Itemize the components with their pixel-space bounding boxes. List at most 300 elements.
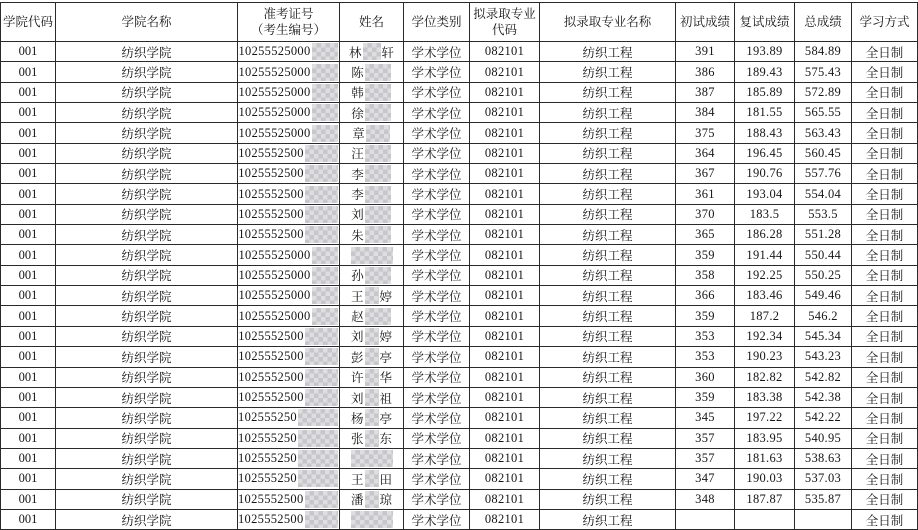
cell-major-name: 纺织工程 xyxy=(540,205,676,225)
cell-ticket-number xyxy=(238,42,340,62)
cell-total-score xyxy=(795,510,852,530)
redaction-mosaic xyxy=(305,226,338,243)
cell-major-name: 纺织工程 xyxy=(540,306,676,326)
name-text: 潘 xyxy=(350,493,364,508)
cell-major-name: 纺织工程 xyxy=(540,429,676,449)
cell-total-score: 572.89 xyxy=(795,83,852,103)
redaction-mosaic xyxy=(305,206,338,223)
cell-major-code: 082101 xyxy=(470,184,540,204)
cell-degree-type: 学术学位 xyxy=(404,469,470,489)
cell-ticket-number xyxy=(238,286,340,306)
table-row xyxy=(1,408,918,428)
cell-ticket-number xyxy=(238,368,340,388)
cell-ticket-number xyxy=(238,144,340,164)
cell-major-code: 082101 xyxy=(470,62,540,82)
cell-major-code: 082101 xyxy=(470,490,540,510)
cell-college-code: 001 xyxy=(1,490,56,510)
cell-initial-score: 353 xyxy=(676,347,735,367)
cell-student-name xyxy=(340,429,404,449)
cell-major-code: 082101 xyxy=(470,306,540,326)
redaction-mosaic xyxy=(305,145,338,162)
cell-study-mode: 全日制 xyxy=(852,62,918,82)
cell-initial-score: 345 xyxy=(676,408,735,428)
name-text: 王 xyxy=(350,289,364,304)
cell-major-code: 082101 xyxy=(470,83,540,103)
column-header-college-name xyxy=(56,3,238,42)
cell-college-code: 001 xyxy=(1,83,56,103)
cell-initial-score: 391 xyxy=(676,42,735,62)
ticket-number-text: 102555250 xyxy=(238,451,297,466)
table-row xyxy=(1,205,918,225)
cell-degree-type: 学术学位 xyxy=(404,245,470,265)
cell-college-name: 纺织学院 xyxy=(56,184,238,204)
name-text: 朱 xyxy=(351,228,364,243)
cell-total-score: 563.43 xyxy=(795,123,852,143)
cell-student-name xyxy=(340,42,404,62)
cell-study-mode: 全日制 xyxy=(852,490,918,510)
name-text: 轩 xyxy=(381,45,395,60)
cell-major-name: 纺织工程 xyxy=(540,347,676,367)
cell-major-name: 纺织工程 xyxy=(540,42,676,62)
cell-major-code: 082101 xyxy=(470,408,540,428)
redaction-mosaic xyxy=(365,104,391,121)
name-text: 徐 xyxy=(351,106,364,121)
cell-college-name: 纺织学院 xyxy=(56,347,238,367)
ticket-number-text: 1025552500 xyxy=(238,145,304,160)
cell-ticket-number xyxy=(238,62,340,82)
cell-degree-type: 学术学位 xyxy=(404,62,470,82)
ticket-number-text: 10255525000 xyxy=(238,288,311,303)
cell-college-name: 纺织学院 xyxy=(56,510,238,530)
cell-college-code: 001 xyxy=(1,62,56,82)
cell-major-name: 纺织工程 xyxy=(540,368,676,388)
header-label: 拟录取专业名称 xyxy=(563,14,652,29)
cell-study-mode: 全日制 xyxy=(852,42,918,62)
cell-initial-score: 370 xyxy=(676,205,735,225)
table-body xyxy=(1,42,918,530)
cell-major-code: 082101 xyxy=(470,144,540,164)
cell-study-mode: 全日制 xyxy=(852,429,918,449)
cell-student-name xyxy=(340,449,404,469)
column-header-name xyxy=(340,3,404,42)
cell-initial-score: 384 xyxy=(676,103,735,123)
cell-college-name: 纺织学院 xyxy=(56,144,238,164)
cell-degree-type: 学术学位 xyxy=(404,327,470,347)
cell-degree-type: 学术学位 xyxy=(404,123,470,143)
ticket-number-text: 1025552500 xyxy=(238,166,304,181)
cell-study-mode: 全日制 xyxy=(852,266,918,286)
cell-major-name: 纺织工程 xyxy=(540,449,676,469)
ticket-number-text: 10255525000 xyxy=(238,308,311,323)
ticket-number-text: 102555250 xyxy=(238,471,297,486)
cell-student-name xyxy=(340,347,404,367)
redaction-mosaic xyxy=(312,84,338,101)
redaction-mosaic xyxy=(365,267,391,284)
header-label: 初试成绩 xyxy=(679,14,730,29)
cell-student-name xyxy=(340,164,404,184)
redaction-mosaic xyxy=(312,247,338,264)
cell-college-code: 001 xyxy=(1,286,56,306)
cell-initial-score: 353 xyxy=(676,327,735,347)
redaction-mosaic xyxy=(351,511,393,528)
cell-major-name: 纺织工程 xyxy=(540,245,676,265)
table-row xyxy=(1,123,918,143)
cell-major-name: 纺织工程 xyxy=(540,225,676,245)
admission-table xyxy=(0,2,918,530)
cell-major-name: 纺织工程 xyxy=(540,184,676,204)
cell-study-mode: 全日制 xyxy=(852,205,918,225)
cell-college-name: 纺织学院 xyxy=(56,469,238,489)
cell-total-score: 546.2 xyxy=(795,306,852,326)
cell-ticket-number xyxy=(238,266,340,286)
cell-retest-score: 183.95 xyxy=(735,429,795,449)
cell-major-code: 082101 xyxy=(470,510,540,530)
cell-major-code: 082101 xyxy=(470,388,540,408)
ticket-number-text: 1025552500 xyxy=(238,349,304,364)
cell-major-code: 082101 xyxy=(470,164,540,184)
cell-college-name: 纺织学院 xyxy=(56,449,238,469)
redaction-mosaic xyxy=(366,125,390,142)
name-text: 王 xyxy=(350,472,364,487)
cell-degree-type: 学术学位 xyxy=(404,42,470,62)
name-text: 李 xyxy=(351,167,364,182)
cell-retest-score: 187.87 xyxy=(735,490,795,510)
cell-major-code: 082101 xyxy=(470,429,540,449)
cell-student-name xyxy=(340,144,404,164)
cell-initial-score: 361 xyxy=(676,184,735,204)
redaction-mosaic xyxy=(312,287,338,304)
ticket-number-text: 10255525000 xyxy=(238,247,311,262)
name-text: 彭 xyxy=(350,350,364,365)
cell-major-name: 纺织工程 xyxy=(540,62,676,82)
ticket-number-text: 10255525000 xyxy=(238,44,311,59)
header-label: 学院代码 xyxy=(2,14,53,29)
table-row xyxy=(1,306,918,326)
name-text: 许 xyxy=(350,371,364,386)
cell-major-code: 082101 xyxy=(470,347,540,367)
name-text: 华 xyxy=(379,371,393,386)
table-row xyxy=(1,490,918,510)
cell-initial-score: 360 xyxy=(676,368,735,388)
cell-total-score: 535.87 xyxy=(795,490,852,510)
cell-ticket-number xyxy=(238,469,340,489)
cell-retest-score: 186.28 xyxy=(735,225,795,245)
table-row xyxy=(1,429,918,449)
cell-degree-type: 学术学位 xyxy=(404,164,470,184)
table-row xyxy=(1,266,918,286)
cell-retest-score: 189.43 xyxy=(735,62,795,82)
cell-degree-type: 学术学位 xyxy=(404,408,470,428)
table-header-row xyxy=(1,3,918,42)
cell-college-name: 纺织学院 xyxy=(56,388,238,408)
cell-student-name xyxy=(340,225,404,245)
column-header-major-code xyxy=(470,3,540,42)
header-label: 学习方式 xyxy=(859,14,910,29)
redaction-mosaic xyxy=(305,511,339,528)
ticket-number-text: 1025552500 xyxy=(238,512,304,527)
cell-degree-type: 学术学位 xyxy=(404,103,470,123)
name-text: 韩 xyxy=(351,86,364,101)
cell-initial-score: 366 xyxy=(676,286,735,306)
column-header-major-name xyxy=(540,3,676,42)
table-row xyxy=(1,469,918,489)
redaction-mosaic xyxy=(312,308,338,325)
cell-ticket-number xyxy=(238,205,340,225)
cell-degree-type: 学术学位 xyxy=(404,225,470,245)
redaction-mosaic xyxy=(312,104,338,121)
cell-initial-score: 359 xyxy=(676,245,735,265)
cell-degree-type: 学术学位 xyxy=(404,144,470,164)
cell-student-name xyxy=(340,103,404,123)
column-header-college-code xyxy=(1,3,56,42)
cell-degree-type: 学术学位 xyxy=(404,347,470,367)
cell-total-score: 554.04 xyxy=(795,184,852,204)
header-label: 准考证号 xyxy=(263,6,314,21)
cell-study-mode: 全日制 xyxy=(852,347,918,367)
cell-college-name: 纺织学院 xyxy=(56,368,238,388)
redaction-mosaic xyxy=(305,369,338,386)
redaction-mosaic xyxy=(365,226,391,243)
cell-retest-score: 193.89 xyxy=(735,42,795,62)
ticket-number-text: 1025552500 xyxy=(238,227,304,242)
cell-college-name: 纺织学院 xyxy=(56,408,238,428)
cell-college-code: 001 xyxy=(1,408,56,428)
cell-major-name: 纺织工程 xyxy=(540,286,676,306)
cell-total-score: 551.28 xyxy=(795,225,852,245)
cell-student-name xyxy=(340,245,404,265)
cell-college-name: 纺织学院 xyxy=(56,225,238,245)
name-text: 孙 xyxy=(351,269,364,284)
cell-ticket-number xyxy=(238,225,340,245)
cell-study-mode: 全日制 xyxy=(852,368,918,388)
cell-study-mode: 全日制 xyxy=(852,449,918,469)
cell-major-name: 纺织工程 xyxy=(540,469,676,489)
table-row xyxy=(1,225,918,245)
cell-major-name: 纺织工程 xyxy=(540,83,676,103)
cell-major-name: 纺织工程 xyxy=(540,266,676,286)
cell-college-code: 001 xyxy=(1,429,56,449)
cell-major-code: 082101 xyxy=(470,103,540,123)
cell-ticket-number xyxy=(238,123,340,143)
cell-college-code: 001 xyxy=(1,205,56,225)
ticket-number-text: 10255525000 xyxy=(238,267,311,282)
cell-major-name: 纺织工程 xyxy=(540,327,676,347)
cell-student-name xyxy=(340,408,404,428)
cell-major-name: 纺织工程 xyxy=(540,388,676,408)
cell-student-name xyxy=(340,490,404,510)
cell-college-name: 纺织学院 xyxy=(56,103,238,123)
cell-study-mode: 全日制 xyxy=(852,164,918,184)
cell-college-code: 001 xyxy=(1,164,56,184)
redaction-mosaic xyxy=(365,287,379,304)
cell-student-name xyxy=(340,266,404,286)
cell-college-name: 纺织学院 xyxy=(56,123,238,143)
cell-ticket-number xyxy=(238,408,340,428)
header-label: 代码 xyxy=(491,23,517,37)
cell-total-score: 584.89 xyxy=(795,42,852,62)
cell-study-mode: 全日制 xyxy=(852,225,918,245)
name-text: 婷 xyxy=(379,289,393,304)
cell-student-name xyxy=(340,83,404,103)
ticket-number-text: 10255525000 xyxy=(238,84,311,99)
redaction-mosaic xyxy=(365,165,391,182)
redaction-mosaic xyxy=(365,491,379,508)
redaction-mosaic xyxy=(305,165,338,182)
cell-major-code: 082101 xyxy=(470,266,540,286)
cell-college-code: 001 xyxy=(1,449,56,469)
cell-major-code: 082101 xyxy=(470,42,540,62)
cell-retest-score: 192.25 xyxy=(735,266,795,286)
cell-major-code: 082101 xyxy=(470,449,540,469)
name-text: 杨 xyxy=(350,411,364,426)
ticket-number-text: 1025552500 xyxy=(238,491,304,506)
cell-degree-type: 学术学位 xyxy=(404,184,470,204)
header-label: 姓名 xyxy=(358,14,384,29)
redaction-mosaic xyxy=(305,328,338,345)
cell-ticket-number xyxy=(238,306,340,326)
cell-initial-score: 358 xyxy=(676,266,735,286)
cell-study-mode: 全日制 xyxy=(852,469,918,489)
cell-ticket-number xyxy=(238,388,340,408)
name-text: 婷 xyxy=(379,330,393,345)
cell-total-score: 537.03 xyxy=(795,469,852,489)
column-header-retest-score xyxy=(735,3,795,42)
cell-major-code: 082101 xyxy=(470,245,540,265)
cell-retest-score: 197.22 xyxy=(735,408,795,428)
cell-retest-score: 190.23 xyxy=(735,347,795,367)
cell-major-name: 纺织工程 xyxy=(540,164,676,184)
redaction-mosaic xyxy=(298,409,338,426)
redaction-mosaic xyxy=(298,470,338,487)
cell-study-mode: 全日制 xyxy=(852,184,918,204)
cell-study-mode: 全日制 xyxy=(852,327,918,347)
cell-ticket-number xyxy=(238,245,340,265)
redaction-mosaic xyxy=(305,389,338,406)
cell-ticket-number xyxy=(238,429,340,449)
cell-major-name: 纺织工程 xyxy=(540,408,676,428)
cell-degree-type: 学术学位 xyxy=(404,286,470,306)
redaction-mosaic xyxy=(365,186,391,203)
column-header-ticket-number xyxy=(238,3,340,42)
cell-initial-score: 364 xyxy=(676,144,735,164)
cell-total-score: 549.46 xyxy=(795,286,852,306)
cell-retest-score: 183.5 xyxy=(735,205,795,225)
cell-retest-score: 192.34 xyxy=(735,327,795,347)
table-row xyxy=(1,103,918,123)
header-label: 学位类别 xyxy=(411,14,462,29)
cell-total-score: 560.45 xyxy=(795,144,852,164)
redaction-mosaic xyxy=(305,348,338,365)
cell-total-score: 550.44 xyxy=(795,245,852,265)
redaction-mosaic xyxy=(363,43,381,60)
cell-study-mode: 全日制 xyxy=(852,408,918,428)
column-header-initial-score xyxy=(676,3,735,42)
redaction-mosaic xyxy=(312,267,338,284)
redaction-mosaic xyxy=(365,64,391,81)
cell-major-name: 纺织工程 xyxy=(540,490,676,510)
name-text: 刘 xyxy=(351,208,364,223)
cell-degree-type: 学术学位 xyxy=(404,388,470,408)
redaction-mosaic xyxy=(365,470,379,487)
table-row xyxy=(1,286,918,306)
cell-study-mode: 全日制 xyxy=(852,245,918,265)
table-row xyxy=(1,327,918,347)
table-row xyxy=(1,388,918,408)
cell-retest-score xyxy=(735,510,795,530)
name-text: 东 xyxy=(379,432,393,447)
cell-student-name xyxy=(340,469,404,489)
header-label: 总成绩 xyxy=(804,14,842,29)
cell-study-mode: 全日制 xyxy=(852,123,918,143)
cell-college-code: 001 xyxy=(1,306,56,326)
cell-ticket-number xyxy=(238,103,340,123)
redaction-mosaic xyxy=(365,369,379,386)
ticket-number-text: 102555250 xyxy=(238,410,297,425)
cell-degree-type: 学术学位 xyxy=(404,510,470,530)
header-label: 复试成绩 xyxy=(739,14,790,29)
redaction-mosaic xyxy=(365,206,391,223)
redaction-mosaic xyxy=(365,348,379,365)
cell-student-name xyxy=(340,327,404,347)
ticket-number-text: 1025552500 xyxy=(238,390,304,405)
table-row xyxy=(1,368,918,388)
cell-total-score: 553.5 xyxy=(795,205,852,225)
cell-total-score: 575.43 xyxy=(795,62,852,82)
cell-retest-score: 185.89 xyxy=(735,83,795,103)
table-row xyxy=(1,449,918,469)
cell-ticket-number xyxy=(238,347,340,367)
cell-total-score: 565.55 xyxy=(795,103,852,123)
cell-major-code: 082101 xyxy=(470,225,540,245)
name-text: 章 xyxy=(352,127,365,142)
cell-initial-score: 347 xyxy=(676,469,735,489)
table-row xyxy=(1,42,918,62)
cell-total-score: 542.82 xyxy=(795,368,852,388)
table-row xyxy=(1,83,918,103)
cell-college-code: 001 xyxy=(1,42,56,62)
cell-initial-score: 359 xyxy=(676,306,735,326)
ticket-number-text: 1025552500 xyxy=(238,369,304,384)
cell-student-name xyxy=(340,62,404,82)
cell-total-score: 542.38 xyxy=(795,388,852,408)
cell-college-code: 001 xyxy=(1,103,56,123)
cell-retest-score: 181.63 xyxy=(735,449,795,469)
name-text: 刘 xyxy=(350,391,364,406)
column-header-total-score xyxy=(795,3,852,42)
cell-initial-score: 375 xyxy=(676,123,735,143)
cell-retest-score: 188.43 xyxy=(735,123,795,143)
redaction-mosaic xyxy=(312,43,338,60)
cell-study-mode: 全日制 xyxy=(852,286,918,306)
ticket-number-text: 10255525000 xyxy=(238,125,311,140)
cell-total-score: 538.63 xyxy=(795,449,852,469)
redaction-mosaic xyxy=(365,409,379,426)
cell-college-code: 001 xyxy=(1,123,56,143)
cell-study-mode: 全日制 xyxy=(852,144,918,164)
cell-total-score: 557.76 xyxy=(795,164,852,184)
cell-ticket-number xyxy=(238,327,340,347)
cell-major-name: 纺织工程 xyxy=(540,103,676,123)
redaction-mosaic xyxy=(365,328,379,345)
cell-college-name: 纺织学院 xyxy=(56,429,238,449)
cell-retest-score: 191.44 xyxy=(735,245,795,265)
redaction-mosaic xyxy=(312,125,338,142)
table-row xyxy=(1,510,918,530)
redaction-mosaic xyxy=(351,247,393,264)
cell-initial-score: 387 xyxy=(676,83,735,103)
cell-major-name: 纺织工程 xyxy=(540,123,676,143)
cell-major-code: 082101 xyxy=(470,469,540,489)
